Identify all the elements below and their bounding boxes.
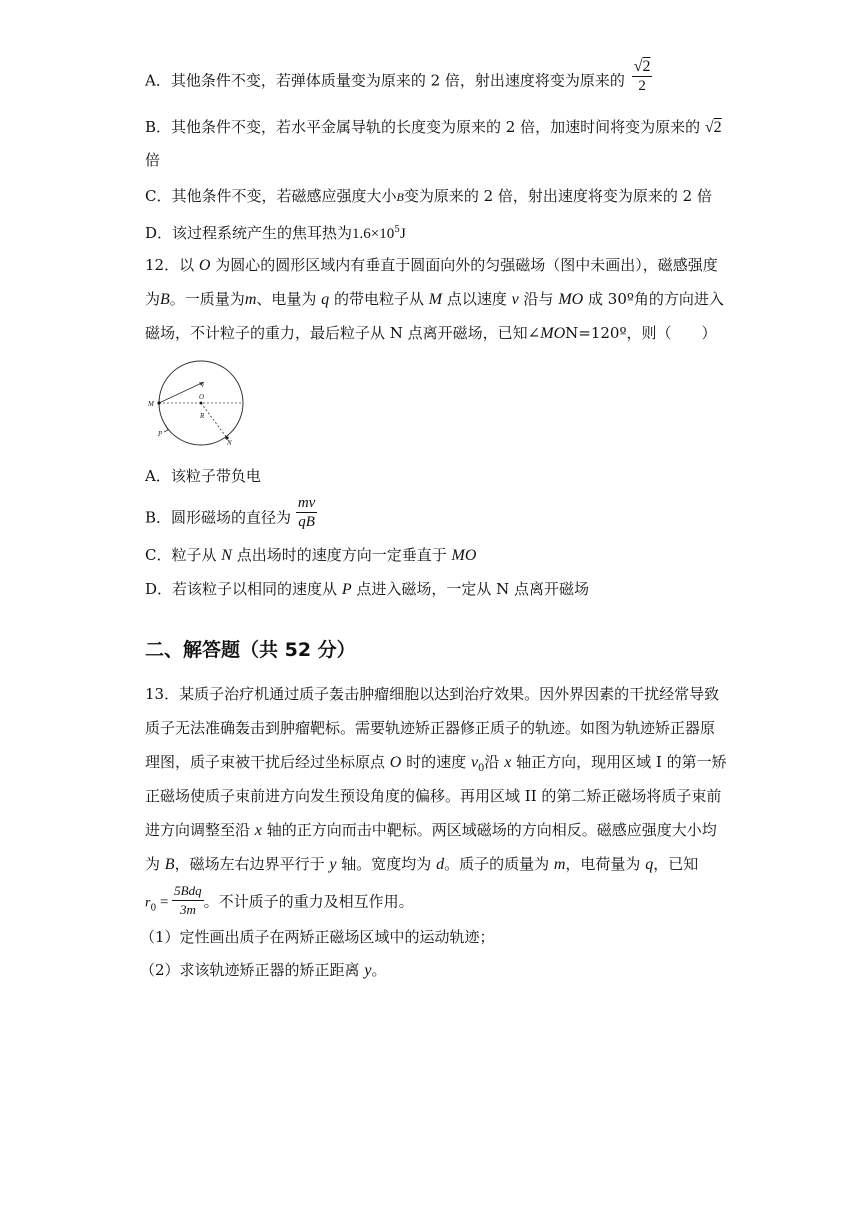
fraction-sqrt2-over-2: $\frac{√2}{2}$ (633, 58, 651, 94)
point-o (200, 402, 203, 405)
label-m: M (148, 400, 154, 408)
q12-option-a: A．该粒子带负电 (145, 467, 261, 485)
fraction-mv-over-qb: $\frac{mv}{qB}$ (297, 495, 316, 530)
q13-line7: $r_0$ = $\frac{\text{5Bdq}}{3m}$ 。不计质子的重力及相互作用。 (145, 883, 414, 917)
fraction-r0: $\frac{\text{5Bdq}}{3m}$ (174, 883, 202, 917)
q13-line3: 理图，质子束被干扰后经过坐标原点 O 时的速度 $v_0$沿 x 轴正方向，现用区域 I 的第一矫 (145, 753, 727, 774)
p-arrow-icon (164, 424, 168, 432)
q12-stem-line1: 12．以 O 为圆心的圆形区域内有垂直于圆面向外的匀强磁场（图中未画出），磁感强度 (145, 256, 718, 274)
q13-part2: （2）求该轨迹矫正器的矫正距离 y。 (140, 961, 387, 979)
q13-line2: 质子无法准确轰击到肿瘤靶标。需要轨迹矫正器修正质子的轨迹。如图为轨迹矫正器原 (145, 719, 716, 737)
q12-stem-line3: 磁场，不计粒子的重力，最后粒子从 N 点离开磁场，已知∠MON=120º，则（ ） (145, 324, 717, 342)
q12-stem-line2: 为B。一质量为m、电量为 q 的带电粒子从 M 点以速度 v 沿与 MO 成 30º角的方向进入 (145, 290, 724, 308)
velocity-line (159, 382, 204, 403)
q13-line6: 为 B，磁场左右边界平行于 y 轴。宽度均为 d。质子的质量为 m，电荷量为 q，已知 (145, 855, 699, 873)
label-r: R (200, 412, 205, 420)
q11-option-c: C．其他条件不变，若磁感应强度大小B变为原来的 2 倍，射出速度将变为原来的 2 倍 (145, 187, 712, 205)
radius-dashed-line (201, 403, 227, 438)
q12-option-b: B．圆形磁场的直径为 $\frac{mv}{qB}$ (145, 495, 316, 530)
q12-option-d: D．若该粒子以相同的速度从 P 点进入磁场，一定从 N 点离开磁场 (145, 580, 590, 598)
q12-circle-figure (145, 360, 249, 452)
q11-option-d: D．该过程系统产生的焦耳热为$1.6\times 10^5J$ (145, 224, 406, 242)
q13-part1: （1）定性画出质子在两矫正磁场区域中的运动轨迹； (140, 928, 495, 946)
label-n: N (227, 439, 232, 447)
label-o: O (199, 393, 205, 401)
label-v: v (201, 381, 205, 389)
section-heading: 二、解答题（共 52 分） (145, 639, 356, 661)
q11-option-b: B．其他条件不变，若水平金属导轨的长度变为原来的 2 倍，加速时间将变为原来的 √2 (145, 118, 722, 136)
q11-option-b-tail: 倍 (145, 151, 161, 169)
q12-option-c: C．粒子从 N 点出场时的速度方向一定垂直于 MO (145, 546, 477, 564)
q11-option-a: A．其他条件不变，若弹体质量变为原来的 2 倍，射出速度将变为原来的 $\frac{√2}{2}$ (145, 58, 651, 94)
q13-line5: 进方向调整至沿 x 轴的正方向而击中靶标。两区域磁场的方向相反。磁感应强度大小均 (145, 821, 717, 839)
label-p: P (158, 430, 163, 438)
q13-line4: 正磁场使质子束前进方向发生预设角度的偏移。再用区域 II 的第二矫正磁场将质子束前 (145, 787, 722, 805)
point-m (157, 401, 160, 404)
q13-line1: 13．某质子治疗机通过质子轰击肿瘤细胞以达到治疗效果。因外界因素的干扰经常导致 (145, 685, 720, 703)
sqrt-2: √2 (704, 119, 722, 136)
